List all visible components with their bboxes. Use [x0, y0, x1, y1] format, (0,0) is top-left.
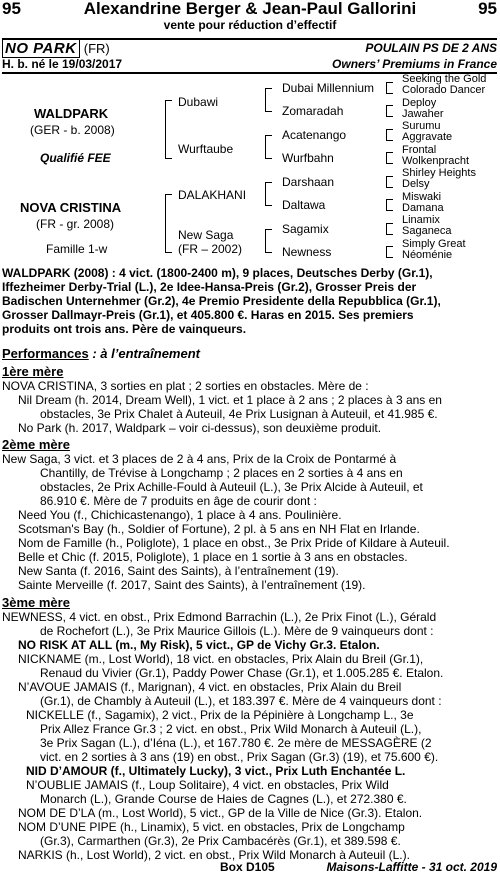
horse-birth: H. b. né le 19/03/2017 [2, 57, 123, 71]
second-dam-line: Need You (f., Chichicastenango), 1 place à 4 ans. Poulinière. [18, 508, 342, 522]
g4-name: Simply Great [402, 238, 466, 250]
g4-name: Aggravate [402, 131, 453, 143]
first-dam-line: obstacles, 3e Prix Chalet à Auteuil, 4e Prix Lusignan à Auteuil, et 41.985 €. [40, 407, 438, 421]
g3-name: Sagamix [282, 222, 329, 236]
third-dam-line: de Rochefort (L.), 3e Prix Maurice Gillois (L.). Mère de 9 vainqueurs dont : [40, 624, 434, 638]
sire-name: WALDPARK [34, 106, 109, 121]
second-dam-line: Belle et Chic (f. 2015, Poliglote), 1 place en 1 sortie à 3 ans en obstacles. [18, 550, 408, 564]
g4-name: Colorado Dancer [402, 84, 486, 96]
second-dam-title: 2ème mère [2, 437, 70, 452]
g2-name: Dubawi [178, 95, 219, 109]
second-dam-line: New Saga, 3 vict. et 3 places de 2 à 4 ans, Prix de la Croix de Pontarmé à [2, 452, 397, 466]
sire-info: (GER - b. 2008) [30, 123, 115, 137]
g3-name: Darshaan [282, 175, 335, 189]
page-header [0, 0, 500, 34]
third-dam-line: Monarch (L.), Grande Course de Haies de Cagnes (L.), et 272.380 €. [40, 792, 407, 806]
third-dam-line: NID D’AMOUR (f., Ultimately Lucky), 3 vict., Prix Luth Enchantée L. [26, 764, 406, 778]
third-dam-title: 3ème mère [2, 595, 70, 610]
horse-country: (FR) [83, 41, 110, 56]
horse-sex-age: POULAIN PS DE 2 ANS [365, 41, 497, 55]
g2-name: New Saga [178, 228, 234, 242]
first-dam-title: 1ère mère [2, 364, 64, 379]
g4-name: Jawaher [402, 108, 444, 120]
bracket [386, 223, 393, 235]
sire-record-line: WALDPARK (2008) : 4 vict. (1800-2400 m), 9 places, Deutsches Derby (Gr.1), [2, 266, 433, 280]
second-dam-line: 86.910 €. Mère de 7 produits en âge de courir dont : [40, 494, 317, 508]
third-dam-line: NO RISK AT ALL (m., My Risk), 5 vict., GP de Vichy Gr.3. Etalon. [18, 638, 380, 652]
bracket [386, 82, 393, 94]
owner-name: Alexandrine Berger & Jean-Paul Gallorini [83, 0, 417, 18]
bracket [386, 246, 393, 258]
second-dam-line: Scotsman's Bay (h., Soldier of Fortune), 2 pl. à 5 ans en NH Flat en Irlande. [18, 522, 420, 536]
g3-name: Daltawa [282, 198, 326, 212]
g3-name: Dubai Millennium [282, 81, 375, 95]
sire-record-line: Iffezheimer Derby-Trial (L.), 2e Idee-Hansa-Preis (Gr.2), Grosser Preis der [2, 280, 417, 294]
g4-name: Surumu [402, 120, 441, 132]
g2-name: DALAKHANI [178, 188, 247, 202]
performances-label: Performances [2, 346, 89, 361]
third-dam-line: (Gr.3), Carmarthen (Gr.3), 2e Prix Cambacérès (Gr.1), et 389.598 €. [40, 834, 401, 848]
performances-value: : à l’entraînement [92, 346, 200, 361]
pedigree-table [0, 72, 500, 262]
horse-name: NO PARK [2, 39, 80, 58]
sale-venue-date: Maisons-Laffitte - 31 oct. 2019 [326, 860, 497, 874]
owners-premiums: Owners’ Premiums in France [332, 57, 497, 71]
third-dam-line: vict. en 2 sorties à 3 ans (19) en obst., Prix Sagan (Gr.3) (19), et 75.600 €). [40, 750, 439, 764]
second-dam-line: obstacles, 2e Prix Achille-Fould à Auteuil (L.), 3e Prix Alcide à Auteuil, et [40, 480, 423, 494]
g4-name: Miswaki [402, 191, 442, 203]
third-dam-line: NICKNAME (m., Lost World), 18 vict. en obstacles, Prix Alain du Breil (Gr.1), [18, 652, 424, 666]
bracket [165, 194, 172, 253]
sire-note: Qualifié FEE [40, 151, 111, 165]
g4-name: Wolkenpracht [402, 155, 470, 167]
bracket [386, 105, 393, 117]
sire-record-line: Badischen Unternehmer (Gr.2), 4e Premio Presidente della Repubblica (Gr.1), [2, 294, 441, 308]
g4-name: Saganeca [402, 225, 452, 237]
lot-number-right: 95 [478, 0, 497, 18]
third-dam-line: NOM DE D’LA (m., Lost World), 5 vict., GP de la Ville de Nice (Gr.3). Etalon. [18, 806, 423, 820]
g4-name: Damana [402, 202, 444, 214]
g4-name: Shirley Heights [402, 167, 476, 179]
bracket [265, 229, 272, 253]
family-number: Famille 1-w [46, 242, 108, 256]
g4-name: Frontal [402, 144, 437, 156]
performances-line [2, 346, 200, 361]
second-dam-line: Nom de Famille (h., Poliglote), 1 place en obst., 3e Prix Pride of Kildare à Auteuil. [18, 536, 450, 550]
third-dam-line: NARKIS (h., Lost World), 2 vict. en obst., Prix Wild Monarch à Auteuil (L.). [18, 848, 410, 862]
sire-record-line: produits ont trois ans. Père de vainqueurs. [2, 322, 247, 336]
g4-name: Néoménie [402, 249, 453, 261]
g3-name: Acatenango [282, 128, 347, 142]
g4-name: Seeking the Gold [402, 73, 487, 85]
third-dam-line: N’OUBLIE JAMAIS (f., Loup Solitaire), 4 vict. en obstacles, Prix Wild [26, 778, 389, 792]
g4-name: Delsy [402, 178, 430, 190]
first-dam-line: NOVA CRISTINA, 3 sorties en plat ; 2 sorties en obstacles. Mère de : [2, 379, 369, 393]
g3-name: Newness [282, 245, 332, 259]
sire-record [2, 266, 497, 336]
horse-id-box [2, 38, 497, 74]
bracket [265, 88, 272, 112]
box-number: Box D105 [220, 860, 275, 874]
bracket [386, 129, 393, 141]
first-dam-line: No Park (h. 2017, Waldpark – voir ci-dessus), son deuxième produit. [18, 421, 382, 435]
first-dam-line: Nil Dream (h. 2014, Dream Well), 1 vict. et 1 place à 2 ans ; 2 places à 3 ans en [18, 393, 442, 407]
lot-number-left: 95 [2, 0, 21, 18]
g3-name: Wurfbahn [282, 151, 334, 165]
sale-reason: vente pour réduction d’effectif [163, 18, 337, 32]
third-dam-line: (Gr.1), de Chambly à Auteuil (L.), et 183.397 €. Mère de 4 vainqueurs dont : [40, 694, 442, 708]
third-dam-line: NEWNESS, 4 vict. en obst., Prix Edmond Barrachin (L.), 2e Prix Finot (L.), Gérald [2, 610, 437, 624]
bracket [386, 152, 393, 164]
bracket [165, 100, 172, 159]
bracket [265, 135, 272, 159]
g2-name: Wurftaube [178, 142, 234, 156]
page-footer [0, 860, 500, 875]
second-dam-line: Chantilly, de Trévise à Longchamp ; 2 places en 2 sorties à 4 ans en [40, 466, 403, 480]
dam-info: (FR - gr. 2008) [36, 217, 115, 231]
g4-name: Deploy [402, 97, 437, 109]
third-dam-line: Renaud du Vivier (Gr.1), Paddy Power Chase (Gr.1), et 1.005.285 €. Etalon. [40, 666, 444, 680]
g3-name: Zomaradah [282, 104, 344, 118]
third-dam-line: 3e Prix Sagan (L.), d’Iéna (L.), et 167.780 €. 2e mère de MESSAGÈRE (2 [40, 736, 432, 750]
third-dam-line: NOM D’UNE PIPE (h., Linamix), 5 vict. en obstacles, Prix de Longchamp [18, 820, 405, 834]
horse-name-line [2, 40, 110, 57]
third-dam-line: N’AVOUE JAMAIS (f., Marignan), 4 vict. en obstacles, Prix Alain du Breil [18, 680, 402, 694]
bracket [386, 199, 393, 211]
third-dam-line: Prix Allez France Gr.3 ; 2 vict. en obst., Prix Wild Monarch à Auteuil (L.), [40, 722, 422, 736]
third-dam-line: NICKELLE (f., Sagamix), 2 vict., Prix de la Pépinière à Longchamp L., 3e [26, 708, 414, 722]
sire-record-line: Grosser Dallmayr-Preis (Gr.1), et 405.800 €. Haras en 2015. Ses premiers [2, 308, 414, 322]
bracket [386, 176, 393, 188]
second-dam-line: Sainte Merveille (f. 2017, Saint des Saints), à l’entraînement (19). [18, 578, 366, 592]
dam-name: NOVA CRISTINA [20, 200, 122, 215]
g4-name: Linamix [402, 214, 440, 226]
g2-info: (FR – 2002) [178, 242, 243, 256]
second-dam-line: New Santa (f. 2016, Saint des Saints), à l’entraînement (19). [18, 564, 339, 578]
bracket [265, 182, 272, 206]
